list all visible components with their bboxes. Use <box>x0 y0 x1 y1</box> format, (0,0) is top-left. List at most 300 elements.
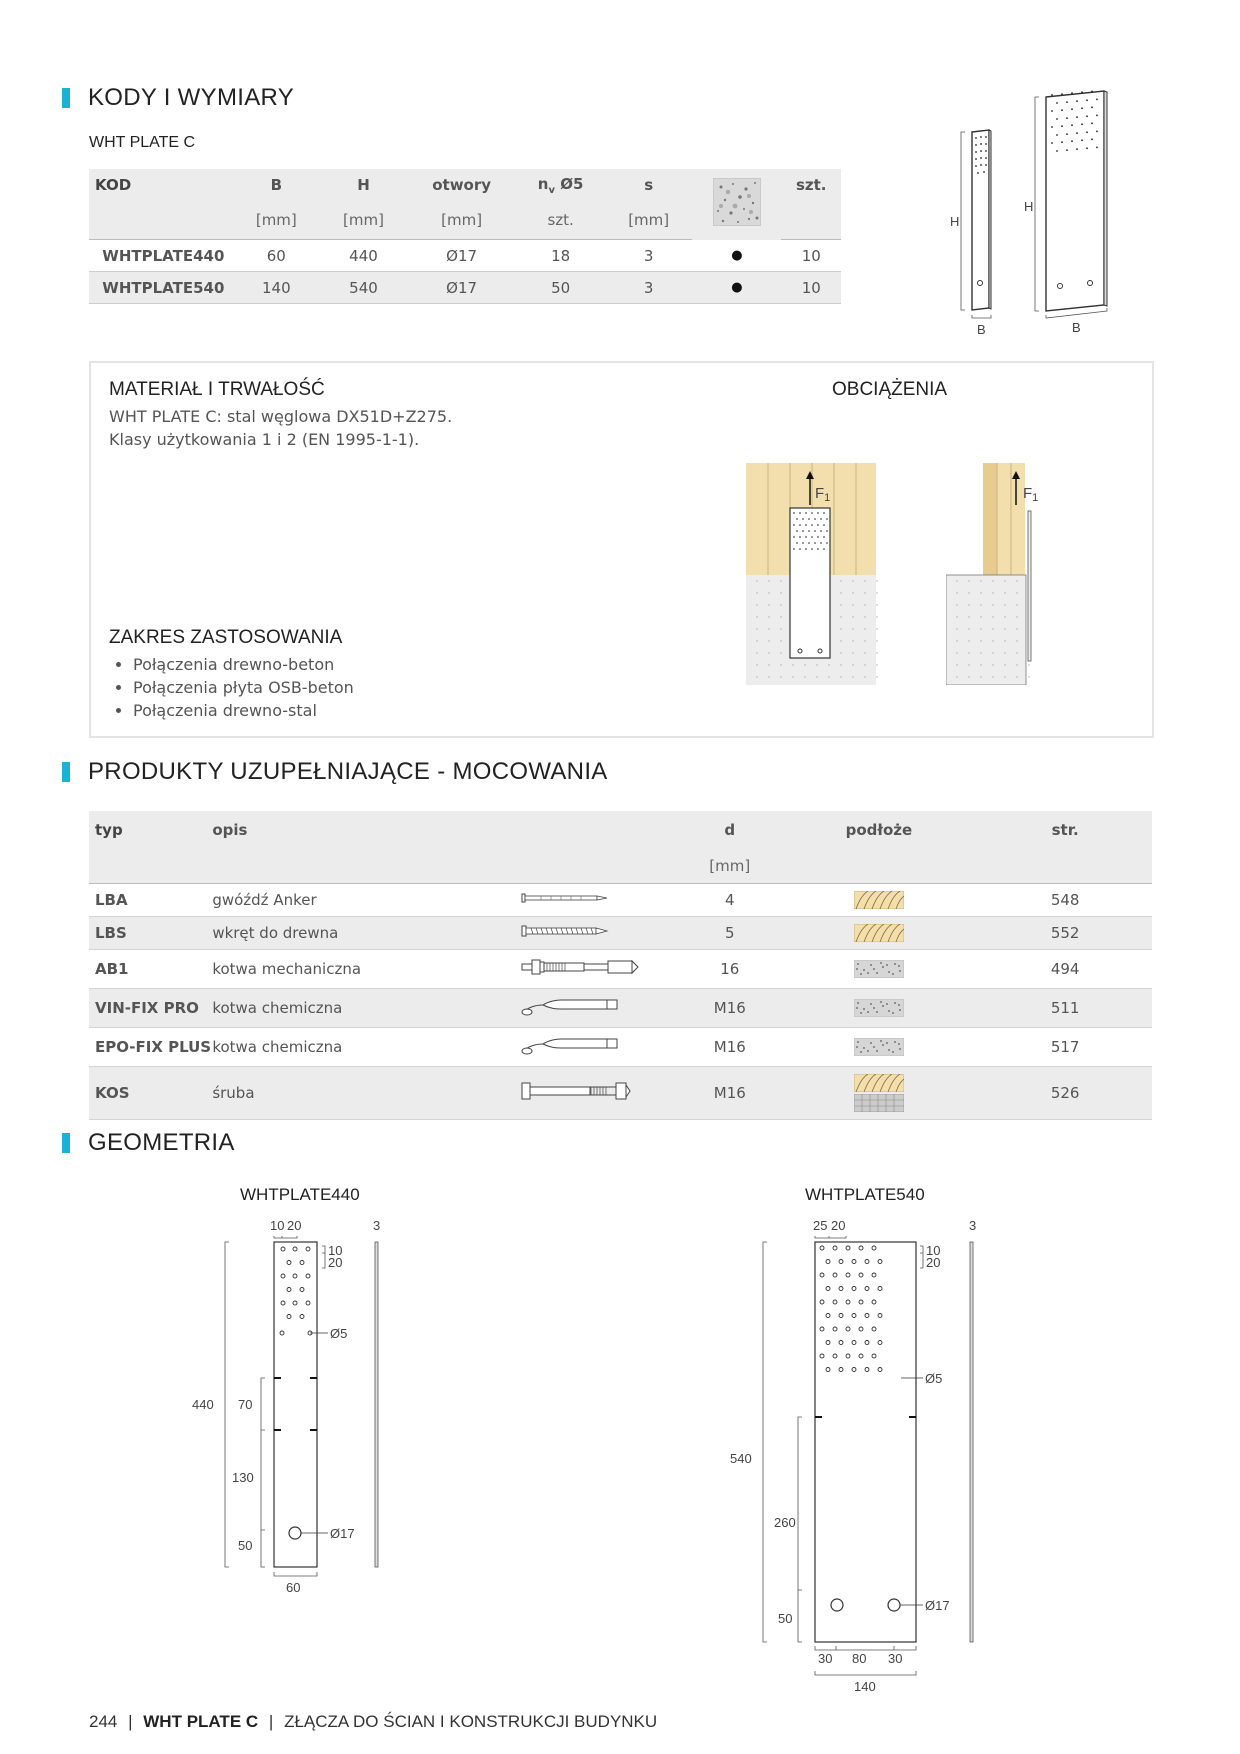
hole <box>864 676 865 677</box>
hole <box>980 580 981 581</box>
hole <box>811 536 813 538</box>
dim-70: 70 <box>238 1397 253 1412</box>
product-substrate <box>780 917 979 950</box>
product-description: gwóźdź Anker <box>212 884 520 917</box>
col-header-kod: KOD <box>89 169 233 201</box>
product-page: 526 <box>978 1067 1152 1120</box>
hole <box>768 676 769 677</box>
wide-plate <box>1035 91 1107 319</box>
dim-total-height: 540 <box>730 1451 752 1466</box>
hole <box>876 616 877 617</box>
hole <box>793 512 795 514</box>
footer-product: WHT PLATE C <box>143 1712 259 1731</box>
hole <box>968 628 969 629</box>
hole <box>780 616 781 617</box>
col-header-szt: szt. <box>781 169 841 201</box>
hole <box>817 536 819 538</box>
hole <box>1016 664 1017 665</box>
hole <box>1016 580 1017 581</box>
hole <box>864 628 865 629</box>
hole <box>780 640 781 641</box>
section-title: PRODUKTY UZUPEŁNIAJĄCE - MOCOWANIA <box>88 758 608 785</box>
section-accent-bar <box>62 88 70 108</box>
material-product-name: WHT PLATE C <box>109 407 217 426</box>
code-cell: WHTPLATE440 <box>89 240 233 272</box>
table-row <box>89 1067 1152 1120</box>
dim-top-a: 25 <box>813 1218 828 1233</box>
hole <box>876 592 877 593</box>
hole <box>756 676 757 677</box>
hole <box>814 542 816 544</box>
hole <box>823 512 825 514</box>
s-cell: 3 <box>605 240 692 272</box>
hole <box>799 536 801 538</box>
hole <box>756 616 757 617</box>
hole <box>992 604 993 605</box>
dim-hole-big: Ø17 <box>330 1526 355 1541</box>
col-header-substrate <box>692 169 781 240</box>
unit-h: [mm] <box>320 201 407 240</box>
unit-empty <box>520 849 680 884</box>
products-table <box>89 811 1152 1120</box>
geometry-whtplate540 <box>716 1180 996 1700</box>
hole <box>805 524 807 526</box>
nv-diameter: Ø5 <box>560 174 584 193</box>
hole <box>817 512 819 514</box>
hole <box>980 604 981 605</box>
product-type: VIN-FIX PRO <box>89 989 212 1028</box>
hole <box>828 664 829 665</box>
product-page: 511 <box>978 989 1152 1028</box>
dim-hole-big: Ø17 <box>925 1598 950 1613</box>
hole <box>1091 139 1093 141</box>
hole <box>876 580 877 581</box>
col-header-b: B <box>233 169 320 201</box>
col-header-typ: typ <box>89 811 212 849</box>
hole <box>768 580 769 581</box>
hole <box>823 524 825 526</box>
col-header-nv <box>516 169 605 201</box>
anchor-bolt-icon <box>520 950 680 989</box>
hole <box>968 652 969 653</box>
hole <box>1096 115 1098 117</box>
concrete-substrate-icon <box>854 999 904 1017</box>
section-accent-bar <box>62 762 70 782</box>
unit-nv: szt. <box>516 201 605 240</box>
hole <box>808 542 810 544</box>
hole <box>1016 616 1017 617</box>
footer-category: ZŁĄCZA DO ŚCIAN I KONSTRUKCJI BUDYNKU <box>284 1712 658 1731</box>
hole <box>1081 107 1083 109</box>
unit-kod <box>89 201 233 240</box>
product-diameter: 4 <box>680 884 779 917</box>
hole <box>793 524 795 526</box>
hole <box>804 676 805 677</box>
hole <box>1081 139 1083 141</box>
hole <box>811 524 813 526</box>
dim-right-b: 20 <box>926 1255 941 1270</box>
hole <box>817 524 819 526</box>
hole <box>852 604 853 605</box>
hole <box>864 652 865 653</box>
hole <box>799 548 801 550</box>
product-type: LBA <box>89 884 212 917</box>
hole <box>808 530 810 532</box>
concrete-substrate-icon <box>713 178 761 226</box>
hole <box>840 640 841 641</box>
material-line2: Klasy użytkowania 1 i 2 (EN 1995-1-1). <box>109 430 420 449</box>
hole <box>802 530 804 532</box>
hole <box>816 676 817 677</box>
hole <box>992 676 993 677</box>
hole <box>992 628 993 629</box>
narrow-b-label: B <box>977 322 986 337</box>
hole <box>799 512 801 514</box>
dim-hole-small: Ø5 <box>925 1371 943 1386</box>
dim-total-height: 440 <box>192 1397 214 1412</box>
material-spec: : stal węglowa DX51D+Z275. <box>216 407 453 426</box>
hole <box>1071 140 1073 142</box>
dim-width: 60 <box>286 1580 301 1595</box>
hole <box>956 628 957 629</box>
hole <box>1056 102 1058 104</box>
hole <box>956 604 957 605</box>
hole <box>876 628 877 629</box>
col-header-h: H <box>320 169 407 201</box>
concrete-substrate-icon <box>854 960 904 978</box>
hole <box>852 640 853 641</box>
hole <box>1004 616 1005 617</box>
hole <box>820 518 822 520</box>
product-description: wkręt do drewna <box>212 917 520 950</box>
hole <box>1096 147 1098 149</box>
material-title: MATERIAŁ I TRWAŁOŚĆ <box>109 379 325 400</box>
hole <box>1076 132 1078 134</box>
hole <box>840 604 841 605</box>
hole <box>1051 94 1053 96</box>
product-diameter: M16 <box>680 1067 779 1120</box>
unit-b: [mm] <box>233 201 320 240</box>
hole <box>823 548 825 550</box>
hole <box>768 592 769 593</box>
concrete-mark: ● <box>692 240 781 272</box>
hole <box>956 640 957 641</box>
hole <box>1056 150 1058 152</box>
page-footer <box>89 1712 657 1732</box>
list-item: • Połączenia drewno-beton <box>133 653 354 676</box>
hole <box>876 652 877 653</box>
col-header-d: d <box>680 811 779 849</box>
hole <box>1081 91 1083 93</box>
table-row <box>89 1028 1152 1067</box>
hole <box>1071 124 1073 126</box>
force-label: $F_1$ <box>815 485 831 504</box>
codes-table <box>89 169 841 304</box>
steel-substrate-icon <box>854 1094 904 1112</box>
qty-cell: 10 <box>781 272 841 304</box>
dim-right-a: 10 <box>328 1243 343 1258</box>
hole <box>780 628 781 629</box>
hole <box>1004 592 1005 593</box>
hole <box>1091 107 1093 109</box>
scope-list <box>109 653 354 722</box>
product-description: kotwa chemiczna <box>212 1028 520 1067</box>
hole <box>780 652 781 653</box>
hole <box>768 604 769 605</box>
hole <box>1086 131 1088 133</box>
hole <box>1066 101 1068 103</box>
hole <box>1004 580 1005 581</box>
hole <box>876 640 877 641</box>
hole <box>980 616 981 617</box>
hole <box>980 592 981 593</box>
hole <box>828 676 829 677</box>
hole <box>793 548 795 550</box>
hole <box>756 580 757 581</box>
section-header-codes <box>62 85 294 111</box>
b-cell: 60 <box>233 240 320 272</box>
wood-substrate-icon <box>854 1074 904 1092</box>
hole <box>780 580 781 581</box>
dim-width: 140 <box>854 1679 876 1694</box>
code-cell: WHTPLATE540 <box>89 272 233 304</box>
narrow-plate <box>961 130 991 318</box>
hole <box>796 542 798 544</box>
hole <box>805 512 807 514</box>
hole <box>811 512 813 514</box>
product-substrate <box>780 884 979 917</box>
hole <box>980 640 981 641</box>
hole <box>1016 604 1017 605</box>
unit-d: [mm] <box>680 849 779 884</box>
hole <box>1004 628 1005 629</box>
scope-title: ZAKRES ZASTOSOWANIA <box>109 627 343 648</box>
hole <box>1016 640 1017 641</box>
load-front-view-diagram <box>746 463 881 685</box>
hole <box>956 676 957 677</box>
hole <box>1051 142 1053 144</box>
narrow-h-label: H <box>950 214 960 229</box>
hole <box>820 542 822 544</box>
hole <box>852 580 853 581</box>
hole <box>992 580 993 581</box>
wood-substrate-icon <box>854 924 904 942</box>
unit-s: [mm] <box>605 201 692 240</box>
section-title: KODY I WYMIARY <box>88 84 295 111</box>
hole <box>852 592 853 593</box>
hole <box>1061 93 1063 95</box>
hole <box>768 616 769 617</box>
chemical-anchor-icon <box>520 989 680 1028</box>
h-cell: 440 <box>320 240 407 272</box>
hole <box>864 640 865 641</box>
dim-80: 80 <box>852 1651 867 1666</box>
force-label-side: $F_1$ <box>1023 485 1039 504</box>
hole <box>968 592 969 593</box>
hole <box>980 628 981 629</box>
hole <box>756 664 757 665</box>
hole <box>793 536 795 538</box>
hole <box>1071 92 1073 94</box>
product-diameter: M16 <box>680 989 779 1028</box>
hole <box>1086 115 1088 117</box>
holes-cell: Ø17 <box>407 272 516 304</box>
section-accent-bar <box>62 1133 70 1153</box>
hole <box>864 604 865 605</box>
table-row <box>89 917 1152 950</box>
hole <box>826 530 828 532</box>
hole <box>968 616 969 617</box>
hole <box>756 652 757 653</box>
table-row <box>89 240 841 272</box>
nv-cell: 18 <box>516 240 605 272</box>
hole <box>802 518 804 520</box>
hole <box>756 640 757 641</box>
hole <box>799 524 801 526</box>
geometry-title: WHTPLATE440 <box>240 1185 360 1204</box>
hole <box>1056 134 1058 136</box>
dim-50: 50 <box>778 1611 793 1626</box>
load-side-view-diagram <box>946 463 1066 685</box>
section-header-geometry <box>62 1130 235 1156</box>
hole <box>1091 123 1093 125</box>
hole <box>1051 126 1053 128</box>
hole <box>780 604 781 605</box>
qty-cell: 10 <box>781 240 841 272</box>
hole <box>1016 676 1017 677</box>
hole <box>1028 664 1029 665</box>
col-header-page: str. <box>978 811 1152 849</box>
hole <box>840 592 841 593</box>
hole <box>980 652 981 653</box>
unit-empty <box>978 849 1152 884</box>
hole <box>1061 109 1063 111</box>
section-title: GEOMETRIA <box>88 1129 235 1156</box>
dim-thickness: 3 <box>969 1218 977 1233</box>
hole <box>756 604 757 605</box>
unit-szt <box>781 201 841 240</box>
product-subtitle: WHT PLATE C <box>89 134 196 151</box>
hole <box>796 530 798 532</box>
hole <box>968 580 969 581</box>
hole <box>992 616 993 617</box>
hole <box>840 652 841 653</box>
dim-top-b: 20 <box>287 1218 302 1233</box>
hole <box>1016 652 1017 653</box>
h-cell: 540 <box>320 272 407 304</box>
concrete-substrate-icon <box>854 1038 904 1056</box>
page-number: 244 <box>89 1712 118 1731</box>
hole <box>1004 652 1005 653</box>
chemical-anchor-icon <box>520 1028 680 1067</box>
hole <box>1061 125 1063 127</box>
hole <box>992 652 993 653</box>
hole <box>1081 123 1083 125</box>
hole <box>811 548 813 550</box>
hole <box>1066 133 1068 135</box>
hole <box>1076 148 1078 150</box>
loads-title: OBCIĄŻENIA <box>832 379 948 400</box>
hole <box>852 652 853 653</box>
unit-empty <box>89 849 212 884</box>
hole <box>826 518 828 520</box>
hole <box>1061 141 1063 143</box>
dim-50: 50 <box>238 1538 253 1553</box>
hole <box>968 664 969 665</box>
wide-h-label: H <box>1024 199 1034 214</box>
hole <box>968 640 969 641</box>
hole <box>992 592 993 593</box>
hole <box>1071 108 1073 110</box>
product-diameter: 5 <box>680 917 779 950</box>
hole <box>1004 664 1005 665</box>
hole <box>840 664 841 665</box>
product-substrate <box>780 950 979 989</box>
hole <box>840 580 841 581</box>
hole <box>1004 676 1005 677</box>
hole <box>956 580 957 581</box>
hole <box>808 518 810 520</box>
hole <box>956 592 957 593</box>
product-substrate <box>780 1067 979 1120</box>
hole <box>840 676 841 677</box>
product-description: kotwa chemiczna <box>212 989 520 1028</box>
hole <box>876 604 877 605</box>
hole <box>864 592 865 593</box>
hole <box>756 628 757 629</box>
hole <box>768 628 769 629</box>
list-item: • Połączenia drewno-stal <box>133 699 354 722</box>
unit-otwory: [mm] <box>407 201 516 240</box>
hole <box>980 664 981 665</box>
hole <box>1004 640 1005 641</box>
hole <box>852 664 853 665</box>
s-cell: 3 <box>605 272 692 304</box>
product-type: LBS <box>89 917 212 950</box>
col-header-image <box>520 811 680 849</box>
hole <box>805 536 807 538</box>
hole <box>968 676 969 677</box>
hole <box>1004 604 1005 605</box>
hole <box>1066 149 1068 151</box>
dim-top-a: 10 <box>270 1218 285 1233</box>
plates-overview-drawing <box>930 85 1150 340</box>
dim-130: 130 <box>232 1470 254 1485</box>
section-header-products <box>62 759 608 785</box>
hole <box>864 616 865 617</box>
hole <box>780 592 781 593</box>
holes-cell: Ø17 <box>407 240 516 272</box>
product-page: 494 <box>978 950 1152 989</box>
product-description: kotwa mechaniczna <box>212 950 520 989</box>
nv-prefix: n <box>537 174 549 193</box>
product-page: 548 <box>978 884 1152 917</box>
dim-260: 260 <box>774 1515 796 1530</box>
hole <box>1016 592 1017 593</box>
unit-empty <box>780 849 979 884</box>
hole <box>792 664 793 665</box>
hole <box>804 664 805 665</box>
hole <box>1091 91 1093 93</box>
col-header-opis: opis <box>212 811 520 849</box>
hole <box>992 664 993 665</box>
table-row <box>89 950 1152 989</box>
list-item: • Połączenia płyta OSB-beton <box>133 676 354 699</box>
b-cell: 140 <box>233 272 320 304</box>
hole <box>805 548 807 550</box>
hole <box>768 664 769 665</box>
hole <box>826 542 828 544</box>
